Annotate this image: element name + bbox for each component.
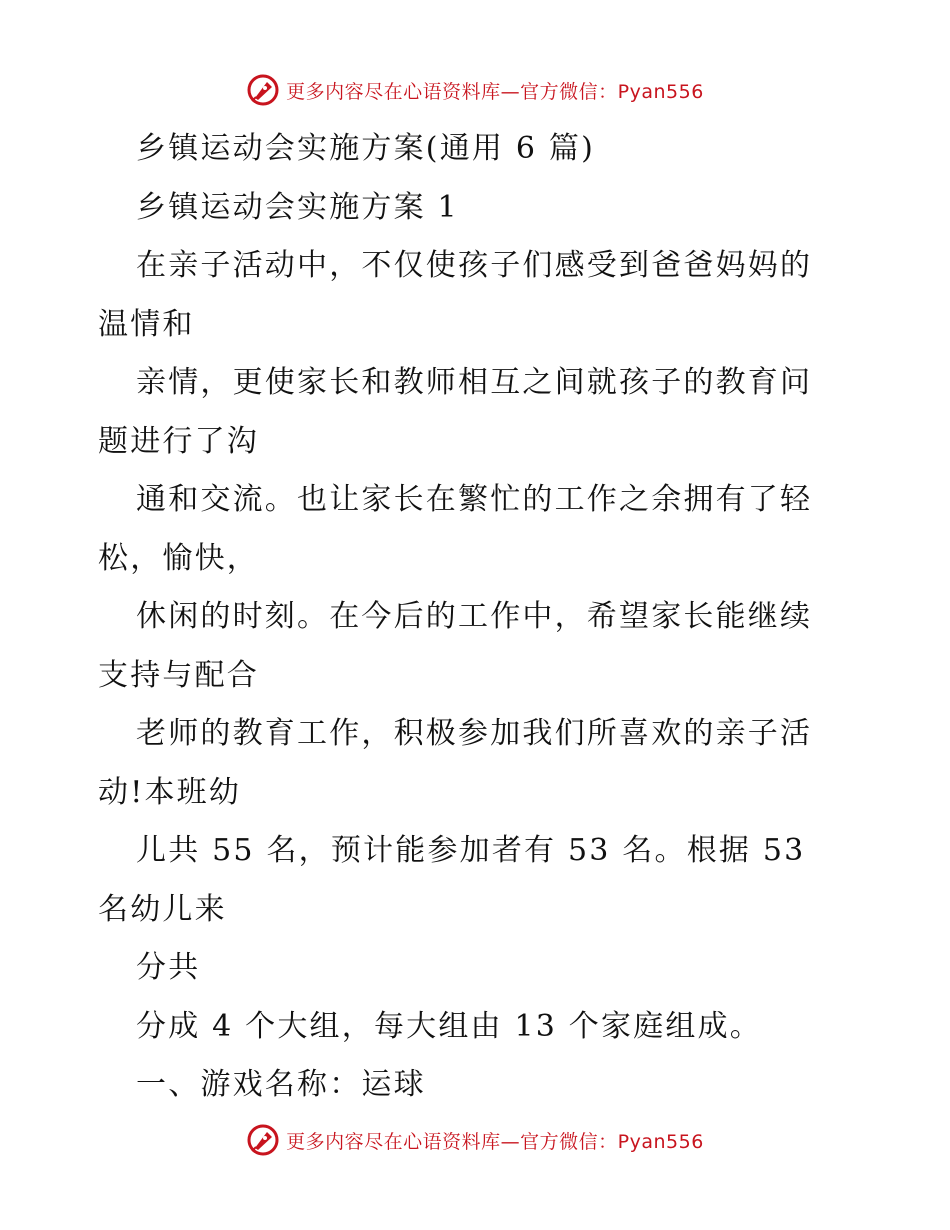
pen-nib-logo-icon	[246, 1123, 280, 1157]
document-body	[98, 120, 868, 1115]
text-line: 亲情，更使家长和教师相互之间就孩子的教育问	[136, 365, 813, 400]
section-heading: 乡镇运动会实施方案 1	[136, 189, 459, 225]
text-line: 分成 4 个大组，每大组由 13 个家庭组成。	[136, 1008, 763, 1044]
text-line: 老师的教育工作，积极参加我们所喜欢的亲子活	[136, 716, 813, 751]
footer-banner	[0, 1120, 950, 1160]
text-line: 休闲的时刻。在今后的工作中，希望家长能继续	[136, 599, 813, 634]
text-line: 松，愉快，	[98, 540, 259, 576]
banner-wechat-id: Pyan556	[617, 1130, 704, 1153]
text-line: 支持与配合	[98, 657, 259, 693]
pen-nib-logo-icon	[246, 73, 280, 107]
text-line: 温情和	[98, 306, 195, 342]
document-title: 乡镇运动会实施方案(通用 6 篇)	[136, 131, 595, 166]
text-line: 在亲子活动中，不仅使孩子们感受到爸爸妈妈的	[136, 248, 813, 283]
text-line: 分共	[136, 950, 201, 985]
text-line: 名幼儿来	[98, 891, 227, 927]
text-line: 儿共 55 名，预计能参加者有 53 名。根据 53	[136, 833, 806, 868]
banner-text: 更多内容尽在心语资料库—官方微信：Pyan556	[286, 80, 704, 103]
text-line: 题进行了沟	[98, 423, 259, 459]
text-line: 动!本班幼	[98, 774, 242, 810]
banner-wechat-id: Pyan556	[617, 80, 704, 103]
text-line: 一、游戏名称：运球	[136, 1067, 426, 1102]
header-banner	[0, 70, 950, 110]
banner-text: 更多内容尽在心语资料库—官方微信：Pyan556	[286, 1130, 704, 1153]
text-line: 通和交流。也让家长在繁忙的工作之余拥有了轻	[136, 482, 813, 517]
